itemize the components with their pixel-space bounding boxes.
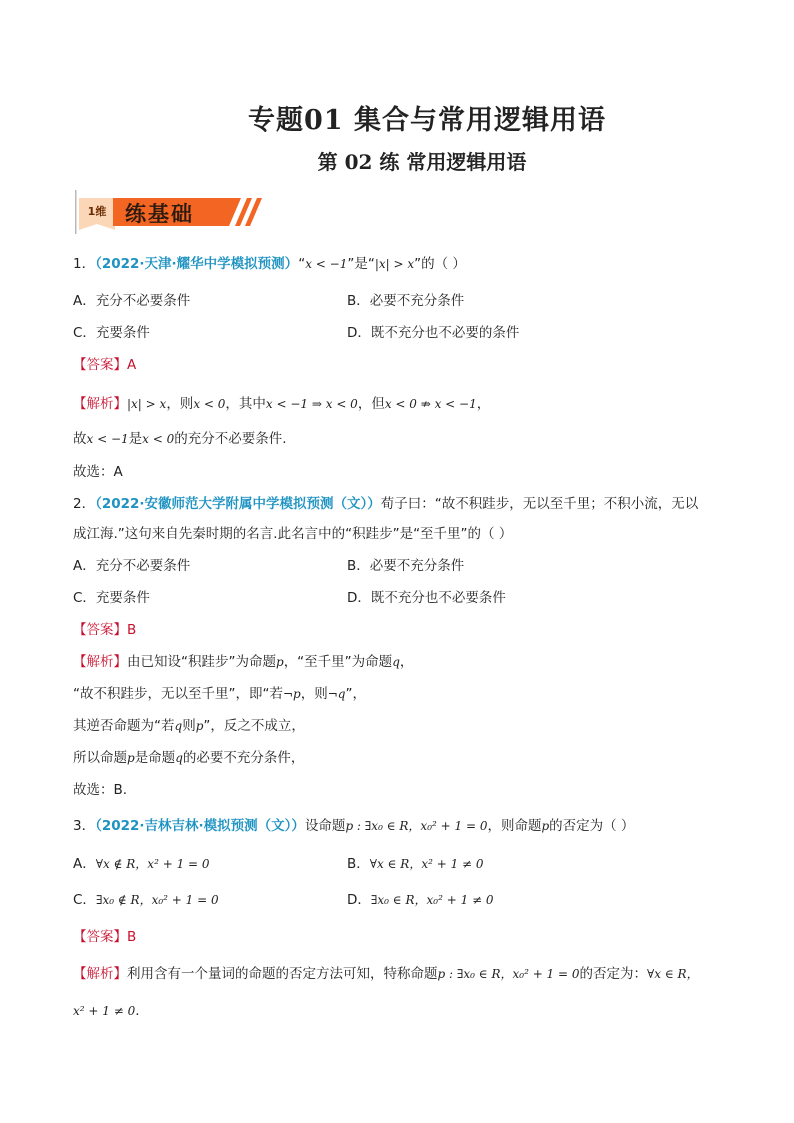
question-2-stem: [73, 494, 698, 514]
analysis-text: 故: [73, 431, 87, 447]
math-expression: p : ∃x₀ ∈ R，x₀² + 1 = 0: [345, 819, 488, 833]
question-2-answer: [73, 620, 136, 640]
analysis-text: 的必要不充分条件，: [182, 750, 305, 766]
question-number: 1．: [73, 256, 96, 272]
stem-text: ”的（ ）: [414, 256, 466, 272]
question-1-analysis-line-2: [73, 429, 287, 449]
math-expression: ∀x ∈ R，x² + 1 ≠ 0: [369, 857, 484, 871]
answer-label: 【答案】: [73, 357, 127, 373]
math-expression: p: [276, 655, 284, 669]
question-source: （2022·天津·耀华中学模拟预测）: [95, 256, 299, 272]
math-expression: ∀x ∈ R，: [647, 967, 699, 981]
option-letter: A．: [73, 856, 96, 872]
answer-label: 【答案】: [73, 622, 127, 638]
analysis-text: ，: [476, 396, 491, 412]
analysis-text: ”，反之不成立，: [203, 718, 305, 734]
math-expression: |x| > x: [127, 397, 167, 411]
question-2-option-b: B．必要不充分条件: [347, 558, 465, 574]
section-label: 练基础: [125, 202, 194, 226]
analysis-text: 由已知设“积跬步”为命题: [127, 654, 276, 670]
math-expression: x < 0 ⇏ x < −1: [384, 397, 477, 411]
math-expression: p: [541, 819, 550, 833]
analysis-text: ，: [399, 654, 414, 670]
analysis-text: 是命题: [134, 750, 176, 766]
question-source: （2022·吉林吉林·模拟预测（文））: [95, 818, 305, 834]
math-expression: ¬p: [282, 687, 301, 701]
stem-text: “: [298, 256, 306, 272]
math-expression: |x| > x: [374, 257, 415, 271]
option-letter: D．: [347, 892, 371, 908]
analysis-text: 其逆否命题为“若: [73, 718, 175, 734]
math-expression: x < 0: [193, 397, 226, 411]
question-2-option-a: A．充分不必要条件: [73, 558, 191, 574]
question-2-analysis-line-2: [73, 684, 366, 704]
analysis-text: ，但: [357, 396, 385, 412]
question-number: 3．: [73, 818, 96, 834]
analysis-text: ，其中: [225, 396, 266, 412]
question-1-choose: [73, 462, 123, 482]
answer-value: B: [127, 622, 137, 638]
math-expression: p: [195, 719, 204, 733]
stem-text: 荀子曰：“故不积跬步，无以至千里；不积小流，无以: [380, 496, 699, 512]
question-3-analysis: [73, 964, 699, 984]
analysis-label: 【解析】: [73, 396, 127, 412]
analysis-text: ，则: [300, 686, 328, 702]
question-number: 2．: [73, 496, 96, 512]
answer-value: A: [127, 357, 137, 373]
analysis-text: 利用含有一个量词的命题的否定方法可知，特称命题: [127, 966, 438, 982]
section-number: 1维: [87, 205, 107, 218]
option-letter: C．: [73, 892, 96, 908]
question-1-answer: [73, 355, 136, 375]
question-1-option-b: B．必要不充分条件: [347, 293, 465, 309]
question-3-stem: [73, 816, 634, 836]
analysis-text: ，“至千里”为命题: [283, 654, 393, 670]
analysis-label: 【解析】: [73, 966, 127, 982]
answer-value: B: [127, 929, 137, 945]
math-expression: ∃x₀ ∈ R，x₀² + 1 ≠ 0: [370, 893, 494, 907]
math-expression: ∀x ∉ R，x² + 1 = 0: [95, 857, 210, 871]
question-3-option-d: [347, 890, 494, 910]
analysis-text: .: [135, 1003, 140, 1019]
stem-text: ，则命题: [487, 818, 542, 834]
math-expression: x < −1 ⇒ x < 0: [265, 397, 358, 411]
question-3-answer: [73, 927, 136, 947]
choose-label: 故选：: [73, 782, 114, 798]
question-2-analysis-line-4: [73, 748, 304, 768]
question-3-option-c: [73, 890, 219, 910]
question-2-option-c: C．充要条件: [73, 590, 150, 606]
document-title: 专题01 集合与常用逻辑用语: [248, 105, 606, 136]
question-3-option-b: [347, 854, 484, 874]
answer-label: 【答案】: [73, 929, 127, 945]
option-letter: B．: [347, 856, 370, 872]
section-banner: [75, 190, 265, 234]
math-expression: x < −1: [86, 432, 129, 446]
analysis-label: 【解析】: [73, 654, 127, 670]
choose-value: A: [113, 464, 123, 480]
question-1-option-d: D．既不充分也不必要的条件: [347, 325, 520, 341]
analysis-text: ”，: [345, 686, 366, 702]
math-expression: p: [127, 751, 135, 765]
question-source: （2022·安徽师范大学附属中学模拟预测（文））: [95, 496, 381, 512]
question-1-option-a: A．充分不必要条件: [73, 293, 191, 309]
question-1-analysis: [73, 394, 490, 414]
analysis-text: 则: [182, 718, 196, 734]
stem-text: 的否定为（ ）: [549, 818, 635, 834]
math-expression: x < −1: [305, 257, 348, 271]
math-expression: q: [175, 751, 183, 765]
choose-label: 故选：: [73, 464, 114, 480]
document-subtitle: 第 02 练 常用逻辑用语: [317, 150, 527, 174]
math-expression: p : ∃x₀ ∈ R，x₀² + 1 = 0: [437, 967, 580, 981]
question-2-choose: [73, 780, 127, 800]
question-2-option-d: D．既不充分也不必要条件: [347, 590, 506, 606]
analysis-text: 所以命题: [73, 750, 127, 766]
analysis-text: 是: [128, 431, 143, 447]
math-expression: ∃x₀ ∉ R，x₀² + 1 = 0: [95, 893, 219, 907]
question-1-option-c: C．充要条件: [73, 325, 150, 341]
question-3-option-a: [73, 854, 210, 874]
stem-text: 设命题: [304, 818, 346, 834]
question-3-analysis-line-2: [73, 1001, 140, 1021]
math-expression: q: [174, 719, 183, 733]
question-2-analysis: [73, 652, 413, 672]
question-2-analysis-line-3: [73, 716, 305, 736]
analysis-text: ，则: [166, 396, 194, 412]
stem-text: ”是“: [347, 256, 375, 272]
analysis-text: 的否定为：: [579, 966, 648, 982]
math-expression: ¬q: [327, 687, 346, 701]
analysis-text: “故不积跬步，无以至千里”，即“若: [73, 686, 283, 702]
math-expression: x² + 1 ≠ 0: [73, 1004, 136, 1018]
question-2-stem-line-2: 成江海.”这句来自先秦时期的名言.此名言中的“积跬步”是“至千里”的（ ）: [73, 526, 513, 542]
analysis-text: 的充分不必要条件.: [174, 431, 287, 447]
math-expression: x < 0: [142, 432, 175, 446]
choose-value: B.: [113, 782, 128, 798]
question-1-stem: [73, 254, 466, 274]
math-expression: q: [392, 655, 400, 669]
